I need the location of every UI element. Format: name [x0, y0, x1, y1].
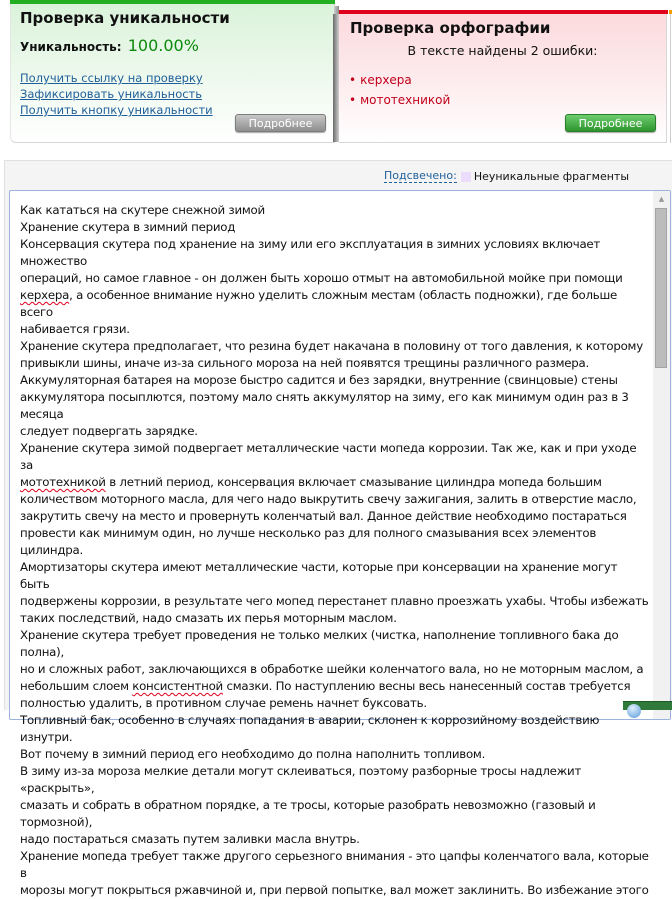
uniqueness-panel	[10, 0, 335, 143]
scroll-up-arrow-icon[interactable]: ▲	[658, 195, 665, 203]
text-line: провести как минимум один, но лучше несколько раз для полного смазывания всех элементов цилиндра.	[20, 526, 600, 557]
spelling-title: Проверка орфографии	[350, 19, 551, 37]
highlighted-toggle[interactable]: Подсвечено:	[384, 169, 457, 182]
text-line: Хранение мопеда требует также другого серьезного внимания - это цапфы коленчатого вала, которые в	[20, 849, 653, 880]
scroll-thumb[interactable]	[655, 208, 667, 368]
text-line: смазать и собрать в обратном порядке, а те тросы, которые разобрать невозможно (газовый и тормозной),	[20, 798, 600, 829]
text-line: Амортизаторы скутера имеют металлические части, которые при консервации на хранение могут быть	[20, 560, 621, 591]
text-line: Хранение скутера в зимний период	[20, 220, 236, 234]
text-line: керхера, а особенное внимание нужно уделить сложным местам (область подножки), где больше всего	[20, 288, 621, 319]
globe-icon	[627, 704, 641, 718]
fix-uniqueness-link[interactable]: Зафиксировать уникальность	[20, 87, 203, 101]
spelling-error-item: • мототехникой	[349, 90, 450, 110]
uniqueness-details-button[interactable]: Подробнее	[235, 114, 326, 132]
text-line: В зиму из-за мороза мелкие детали могут склеиваться, поэтому разборные тросы надлежит «раскрыть»,	[20, 764, 585, 795]
get-uniqueness-button-link[interactable]: Получить кнопку уникальности	[20, 103, 213, 117]
non-unique-swatch	[461, 172, 471, 182]
spelling-accent-bar	[339, 10, 668, 14]
uniqueness-value: 100.00%	[127, 36, 199, 55]
uniqueness-title: Проверка уникальности	[20, 9, 230, 27]
spelling-details-button[interactable]: Подробнее	[565, 114, 656, 132]
misspelled-word: консистентной	[132, 679, 223, 693]
text-line: набивается грязи.	[20, 322, 130, 336]
text-line: Как кататься на скутере снежной зимой	[20, 203, 265, 217]
spelling-panel	[339, 10, 667, 143]
text-line: полностью удалить, в противном случае ремень начнет буксовать.	[20, 696, 427, 710]
misspelled-word: керхера	[20, 288, 70, 302]
spelling-error-item: • керхера	[349, 70, 450, 90]
text-line: следует подвергать зарядке.	[20, 424, 198, 438]
text-line: таких последствий, надо смазать их перья моторным маслом.	[20, 611, 397, 625]
text-line: мототехникой в летний период, консервация включает смазывание цилиндра мопеда большим	[20, 475, 602, 489]
text-line: Хранение скутера зимой подвергает металлические части мопеда коррозии. Так же, как и при уходе за	[20, 441, 640, 472]
text-line: Консервация скутера под хранение на зиму или его эксплуатация в зимних условиях включает множество	[20, 237, 604, 268]
uniqueness-result	[20, 36, 199, 55]
text-line: привыкли шины, иначе из-за сильного мороза на ней появятся трещины различного размера.	[20, 356, 589, 370]
checked-text[interactable]	[20, 202, 653, 899]
misspelled-word: мототехникой	[20, 475, 106, 489]
get-check-link[interactable]: Получить ссылку на проверку	[20, 71, 203, 85]
corner-widget[interactable]	[623, 701, 672, 710]
uniqueness-label: Уникальность:	[20, 40, 122, 54]
text-line: закрутить свечу на место и провернуть коленчатый вал. Данное действие необходимо постараться	[20, 509, 627, 523]
text-line: надо постараться смазать путем заливки масла внутрь.	[20, 832, 360, 846]
text-line: операций, но самое главное - он должен быть хорошо отмыт на автомобильной мойке при помощи	[20, 271, 623, 285]
text-line: морозы могут покрыться ржавчиной и, при первой попытке, вал может заклинить. Во избежание этого	[20, 883, 649, 897]
spelling-summary: В тексте найдены 2 ошибки:	[407, 43, 598, 58]
uniqueness-accent-bar	[10, 0, 335, 4]
text-line: Топливный бак, особенно в случаях попадания в аварии, склонен к коррозийному воздействию изнутри.	[20, 713, 603, 744]
spelling-errors-list	[349, 70, 450, 110]
text-line: но и сложных работ, заключающихся в обработке шейки коленчатого вала, но не моторным маслом, а	[20, 662, 644, 676]
text-line: подвержены коррозии, в результате чего мопед перестанет плавно проезжать ухабы. Чтобы избежать	[20, 594, 649, 608]
text-line: Вот почему в зимний период его необходимо до полна наполнить топливом.	[20, 747, 486, 761]
text-line: аккумулятора посыплются, поэтому мало снять аккумулятор на зиму, его как минимум один раз в 3 месяца	[20, 390, 633, 421]
uniqueness-links	[20, 70, 213, 118]
highlight-legend	[384, 170, 629, 183]
text-line: количеством моторного масла, для чего надо выкрутить свечу зажигания, залить в отверстие масло,	[20, 492, 637, 506]
checked-text-box[interactable]	[9, 190, 671, 897]
non-unique-label: Неуникальные фрагменты	[473, 170, 629, 183]
text-line: Аккумуляторная батарея на морозе быстро садится и без зарядки, внутренние (свинцовые) стены	[20, 373, 618, 387]
panel-shadow	[333, 14, 339, 142]
text-line: Хранение скутера требует проведения не только мелких (чистка, наполнение топливного бака до полна),	[20, 628, 622, 659]
vertical-scrollbar[interactable]	[653, 191, 670, 719]
text-line: небольшим слоем консистентной смазки. По наступлению весны весь нанесенный состав требуется	[20, 679, 631, 693]
text-area-container	[4, 160, 672, 897]
text-line: Хранение скутера предполагает, что резина будет накачана в половину от того давления, к которому	[20, 339, 643, 353]
panel-divider	[670, 14, 671, 143]
